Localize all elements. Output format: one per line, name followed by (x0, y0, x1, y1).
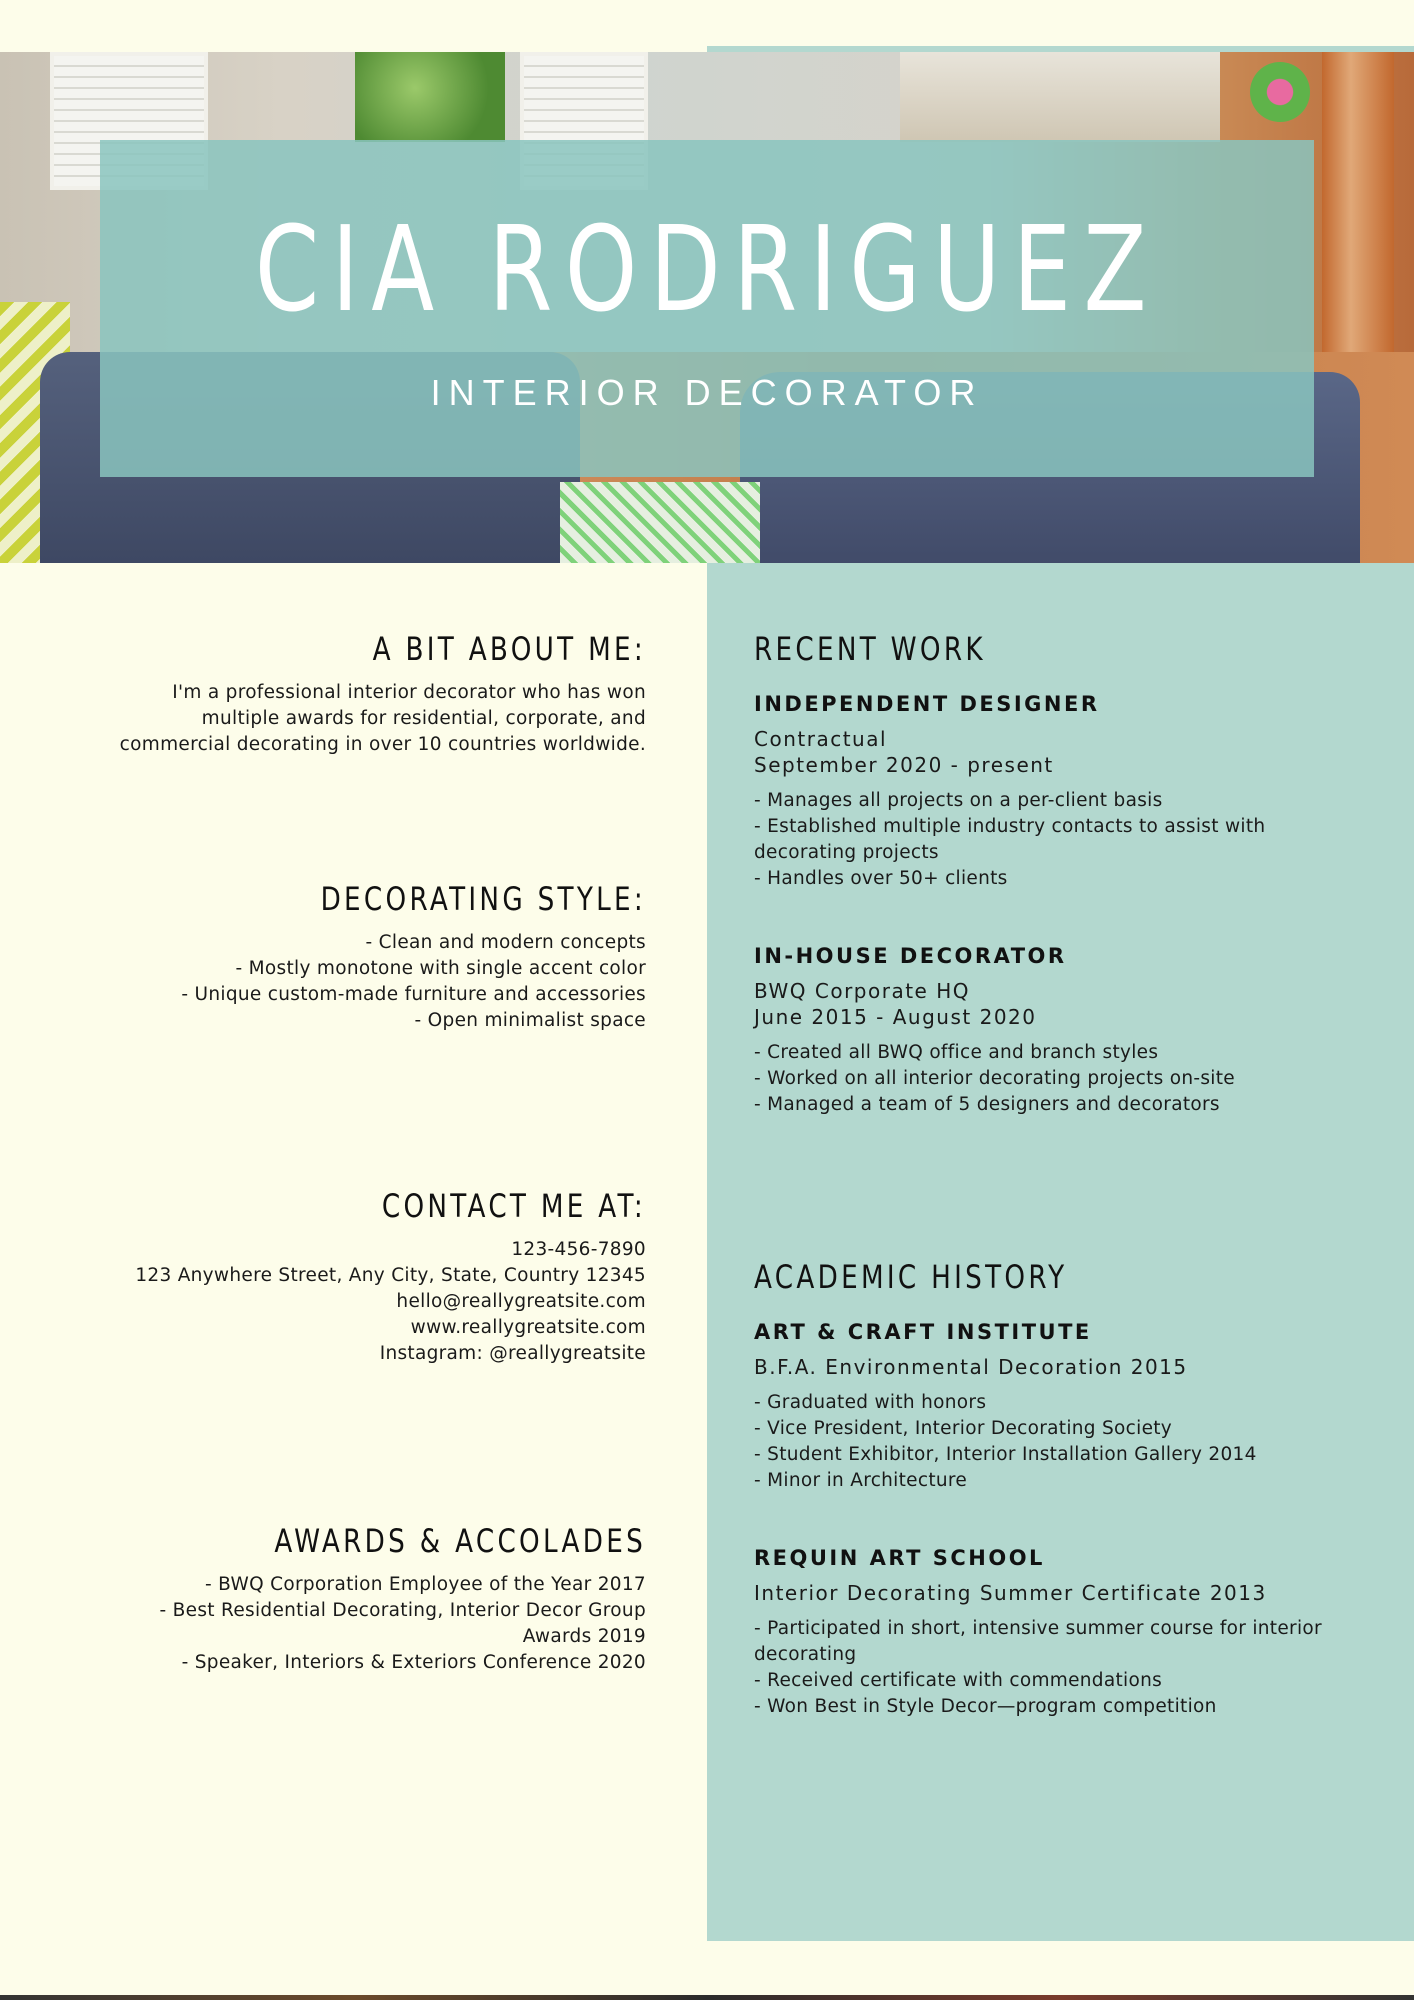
job-duties (754, 1040, 1374, 1118)
school-details (754, 1390, 1374, 1494)
list-item: - Speaker, Interiors & Exteriors Conference 2020 (181, 1652, 646, 1673)
job-entry-title: IN-HOUSE DECORATOR (754, 944, 1067, 968)
school-details (754, 1616, 1374, 1720)
list-item: - Manages all projects on a per-client basis (754, 790, 1163, 811)
job-dates: September 2020 - present (754, 753, 1054, 777)
list-item: decorating projects (754, 842, 939, 863)
flower-vase (1250, 62, 1310, 122)
kitchen-background (900, 52, 1220, 142)
list-item: - Managed a team of 5 designers and decorators (754, 1094, 1220, 1115)
job-title: INTERIOR DECORATOR (430, 372, 984, 413)
school-entry (754, 1320, 1374, 1494)
school-name: REQUIN ART SCHOOL (754, 1546, 1045, 1570)
work-section (754, 630, 1374, 1118)
header-overlay (100, 140, 1314, 477)
job-dates: June 2015 - August 2020 (754, 1005, 1037, 1029)
list-item: - Participated in short, intensive summer course for interior (754, 1618, 1322, 1639)
contact-address: 123 Anywhere Street, Any City, State, Country 12345 (135, 1265, 646, 1286)
about-line: I'm a professional interior decorator who has won (172, 682, 646, 703)
academic-section (754, 1258, 1374, 1720)
list-item: - Unique custom-made furniture and accessories (181, 984, 646, 1005)
contact-email: hello@reallygreatsite.com (396, 1291, 646, 1312)
about-heading: A BIT ABOUT ME: (372, 630, 646, 668)
job-duties (754, 788, 1374, 892)
work-heading: RECENT WORK (754, 630, 986, 668)
job-entry-title: INDEPENDENT DESIGNER (754, 692, 1100, 716)
bottom-photo-strip (0, 1995, 1414, 2000)
awards-list (100, 1572, 646, 1676)
patterned-rug (560, 482, 760, 563)
school-entry (754, 1546, 1374, 1720)
list-item: - Established multiple industry contacts to assist with (754, 816, 1266, 837)
contact-website: www.reallygreatsite.com (410, 1317, 646, 1338)
about-line: multiple awards for residential, corporate, and (201, 708, 646, 729)
contact-heading: CONTACT ME AT: (381, 1187, 646, 1225)
style-section (100, 880, 646, 1034)
list-item: - Received certificate with commendations (754, 1670, 1163, 1691)
person-name: CIA RODRIGUEZ (254, 200, 1160, 338)
job-entry (754, 944, 1374, 1118)
garden-view (355, 52, 505, 142)
school-degree: B.F.A. Environmental Decoration 2015 (754, 1355, 1188, 1379)
academic-heading: ACADEMIC HISTORY (754, 1258, 1068, 1296)
contact-list (100, 1237, 646, 1367)
hero-photo (0, 52, 1414, 563)
list-item: - Student Exhibitor, Interior Installation Gallery 2014 (754, 1444, 1257, 1465)
list-item: - Mostly monotone with single accent color (235, 958, 646, 979)
list-item: - Vice President, Interior Decorating Society (754, 1418, 1173, 1439)
list-item: - Handles over 50+ clients (754, 868, 1008, 889)
job-entry (754, 692, 1374, 892)
job-company: BWQ Corporate HQ (754, 979, 971, 1003)
awards-section (100, 1522, 646, 1676)
about-line: commercial decorating in over 10 countries worldwide. (119, 734, 646, 755)
contact-section (100, 1187, 646, 1367)
list-item: - Created all BWQ office and branch styles (754, 1042, 1159, 1063)
list-item: - BWQ Corporation Employee of the Year 2017 (205, 1574, 646, 1595)
list-item: Awards 2019 (522, 1626, 646, 1647)
list-item: - Worked on all interior decorating projects on-site (754, 1068, 1235, 1089)
style-heading: DECORATING STYLE: (320, 880, 646, 918)
list-item: - Won Best in Style Decor—program competition (754, 1696, 1217, 1717)
contact-phone: 123-456-7890 (511, 1239, 646, 1260)
school-name: ART & CRAFT INSTITUTE (754, 1320, 1092, 1344)
school-degree: Interior Decorating Summer Certificate 2013 (754, 1581, 1267, 1605)
list-item: - Clean and modern concepts (365, 932, 646, 953)
about-section (100, 630, 646, 758)
about-text (100, 680, 646, 758)
list-item: - Best Residential Decorating, Interior Decor Group (159, 1600, 646, 1621)
list-item: - Graduated with honors (754, 1392, 987, 1413)
wooden-door (1322, 52, 1394, 352)
list-item: decorating (754, 1644, 857, 1665)
style-list (100, 930, 646, 1034)
contact-instagram: Instagram: @reallygreatsite (379, 1343, 646, 1364)
job-company: Contractual (754, 727, 888, 751)
awards-heading: AWARDS & ACCOLADES (274, 1522, 646, 1560)
list-item: - Minor in Architecture (754, 1470, 968, 1491)
list-item: - Open minimalist space (414, 1010, 646, 1031)
